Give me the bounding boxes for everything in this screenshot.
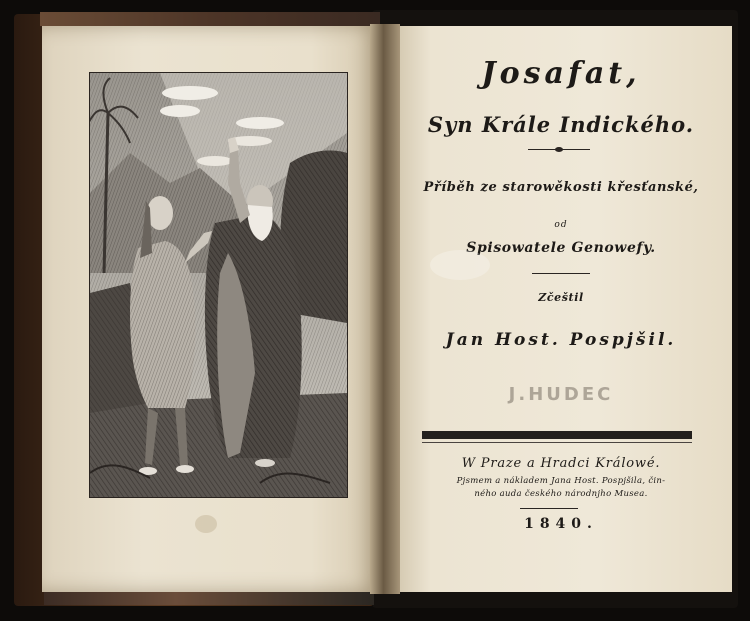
year-rule: [520, 508, 578, 509]
title-page: [390, 26, 732, 592]
frontispiece-engraving: [89, 72, 348, 498]
divider-rule: [532, 273, 590, 274]
publisher-info: [390, 475, 732, 501]
engraving-illustration: [90, 73, 347, 497]
by-label: od: [554, 220, 568, 230]
book-subtitle: Syn Krále Indického.: [427, 112, 695, 137]
ornament-rule: [528, 149, 590, 150]
cover-edge-top: [40, 12, 380, 26]
publisher-line-2: ného auda českého národnjho Musea.: [474, 489, 648, 499]
book-translator: Jan Host. Pospjšil.: [445, 330, 677, 350]
publisher-line-1: Pjsmem a nákladem Jana Host. Pospjšila, čin-: [456, 476, 666, 486]
ownership-stamp: J.HUDEC: [508, 384, 614, 405]
book-title: Josafat,: [481, 56, 641, 91]
book-description: Příběh ze starowěkosti křesťanské,: [423, 180, 699, 195]
publication-place: W Praze a Hradci Králowé.: [461, 456, 661, 471]
translated-by-label: Zčeštil: [538, 291, 584, 304]
book-gutter: [370, 24, 400, 594]
book-author: Spisowatele Genowefy.: [466, 240, 656, 256]
thick-rule: [422, 431, 692, 439]
publication-year: 1840.: [524, 516, 598, 532]
